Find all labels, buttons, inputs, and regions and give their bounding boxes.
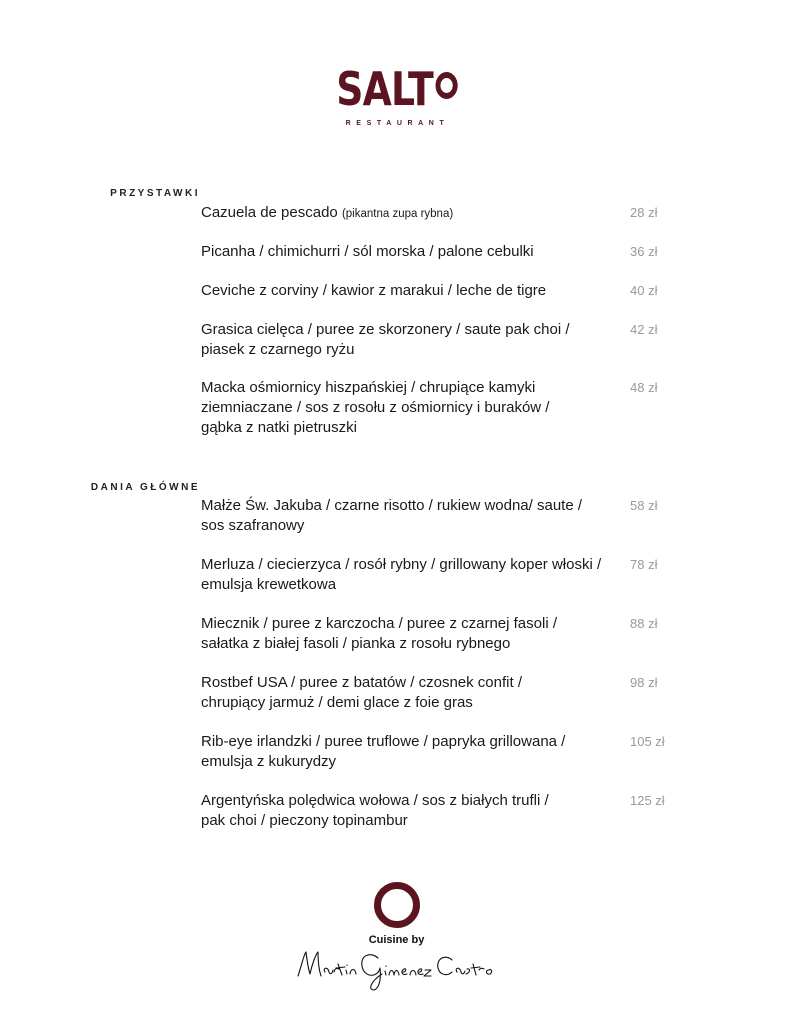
menu-item xyxy=(201,614,621,654)
item-price: 105 zł xyxy=(630,734,665,749)
item-note: (pikantna zupa rybna) xyxy=(341,208,454,220)
item-line: Grasica cielęca / puree ze skorzonery / saute pak choi / xyxy=(201,321,570,338)
item-price: 28 zł xyxy=(630,205,658,220)
item-line: Ceviche z corviny / kawior z marakui / leche de tigre xyxy=(201,282,547,299)
item-price: 88 zł xyxy=(630,616,658,631)
cuisine-by-label: Cuisine by xyxy=(368,934,425,946)
menu-item xyxy=(201,732,621,772)
item-line: ziemniaczane / sos z rosołu z ośmiornicy i buraków / xyxy=(201,399,550,416)
section-title-przystawki: PRZYSTAWKI xyxy=(110,188,200,199)
menu-item xyxy=(201,378,621,438)
logo-subtitle: RESTAURANT xyxy=(345,120,450,127)
item-line: Argentyńska polędwica wołowa / sos z białych trufli / xyxy=(201,792,549,809)
menu-item xyxy=(201,496,621,536)
menu-item xyxy=(201,791,621,831)
item-price: 42 zł xyxy=(630,322,658,337)
menu-item xyxy=(201,242,621,262)
item-line: Rib-eye irlandzki / puree truflowe / papryka grillowana / xyxy=(201,733,566,750)
item-line: sałatka z białej fasoli / pianka z rosołu rybnego xyxy=(201,635,511,652)
item-name: Cazuela de pescado xyxy=(201,204,338,221)
chef-signature xyxy=(290,944,505,994)
menu-item xyxy=(201,203,621,224)
menu-item xyxy=(201,555,621,595)
menu-item xyxy=(201,281,621,301)
item-line: Miecznik / puree z karczocha / puree z czarnej fasoli / xyxy=(201,615,557,632)
item-line: pak choi / pieczony topinambur xyxy=(201,812,408,829)
item-line: gąbka z natki pietruszki xyxy=(201,419,357,436)
item-line: emulsja krewetkowa xyxy=(201,576,337,593)
menu-item xyxy=(201,673,621,713)
section-title-dania-glowne: DANIA GŁÓWNE xyxy=(90,482,200,493)
item-line: Picanha / chimichurri / sól morska / palone cebulki xyxy=(201,243,534,260)
item-line: Macka ośmiornicy hiszpańskiej / chrupiące kamyki xyxy=(201,379,536,396)
item-line: Merluza / ciecierzyca / rosół rybny / grillowany koper włoski / xyxy=(201,556,602,573)
item-price: 78 zł xyxy=(630,557,658,572)
restaurant-logo xyxy=(0,64,793,114)
item-line: chrupiący jarmuż / demi glace z foie gras xyxy=(201,694,473,711)
item-price: 98 zł xyxy=(630,675,658,690)
menu-item xyxy=(201,320,621,360)
item-price: 48 zł xyxy=(630,380,658,395)
item-price: 40 zł xyxy=(630,283,658,298)
chef-logo-ring xyxy=(374,882,420,928)
logo-o-ring xyxy=(435,72,457,99)
item-price: 125 zł xyxy=(630,793,665,808)
item-line: Rostbef USA / puree z batatów / czosnek confit / xyxy=(201,674,522,691)
item-line: piasek z czarnego ryżu xyxy=(201,341,355,358)
item-line: emulsja z kukurydzy xyxy=(201,753,337,770)
logo-wordmark: SALT xyxy=(336,64,457,114)
item-line: Małże Św. Jakuba / czarne risotto / rukiew wodna/ saute / xyxy=(201,497,583,514)
item-line: sos szafranowy xyxy=(201,517,305,534)
item-price: 36 zł xyxy=(630,244,658,259)
item-price: 58 zł xyxy=(630,498,658,513)
